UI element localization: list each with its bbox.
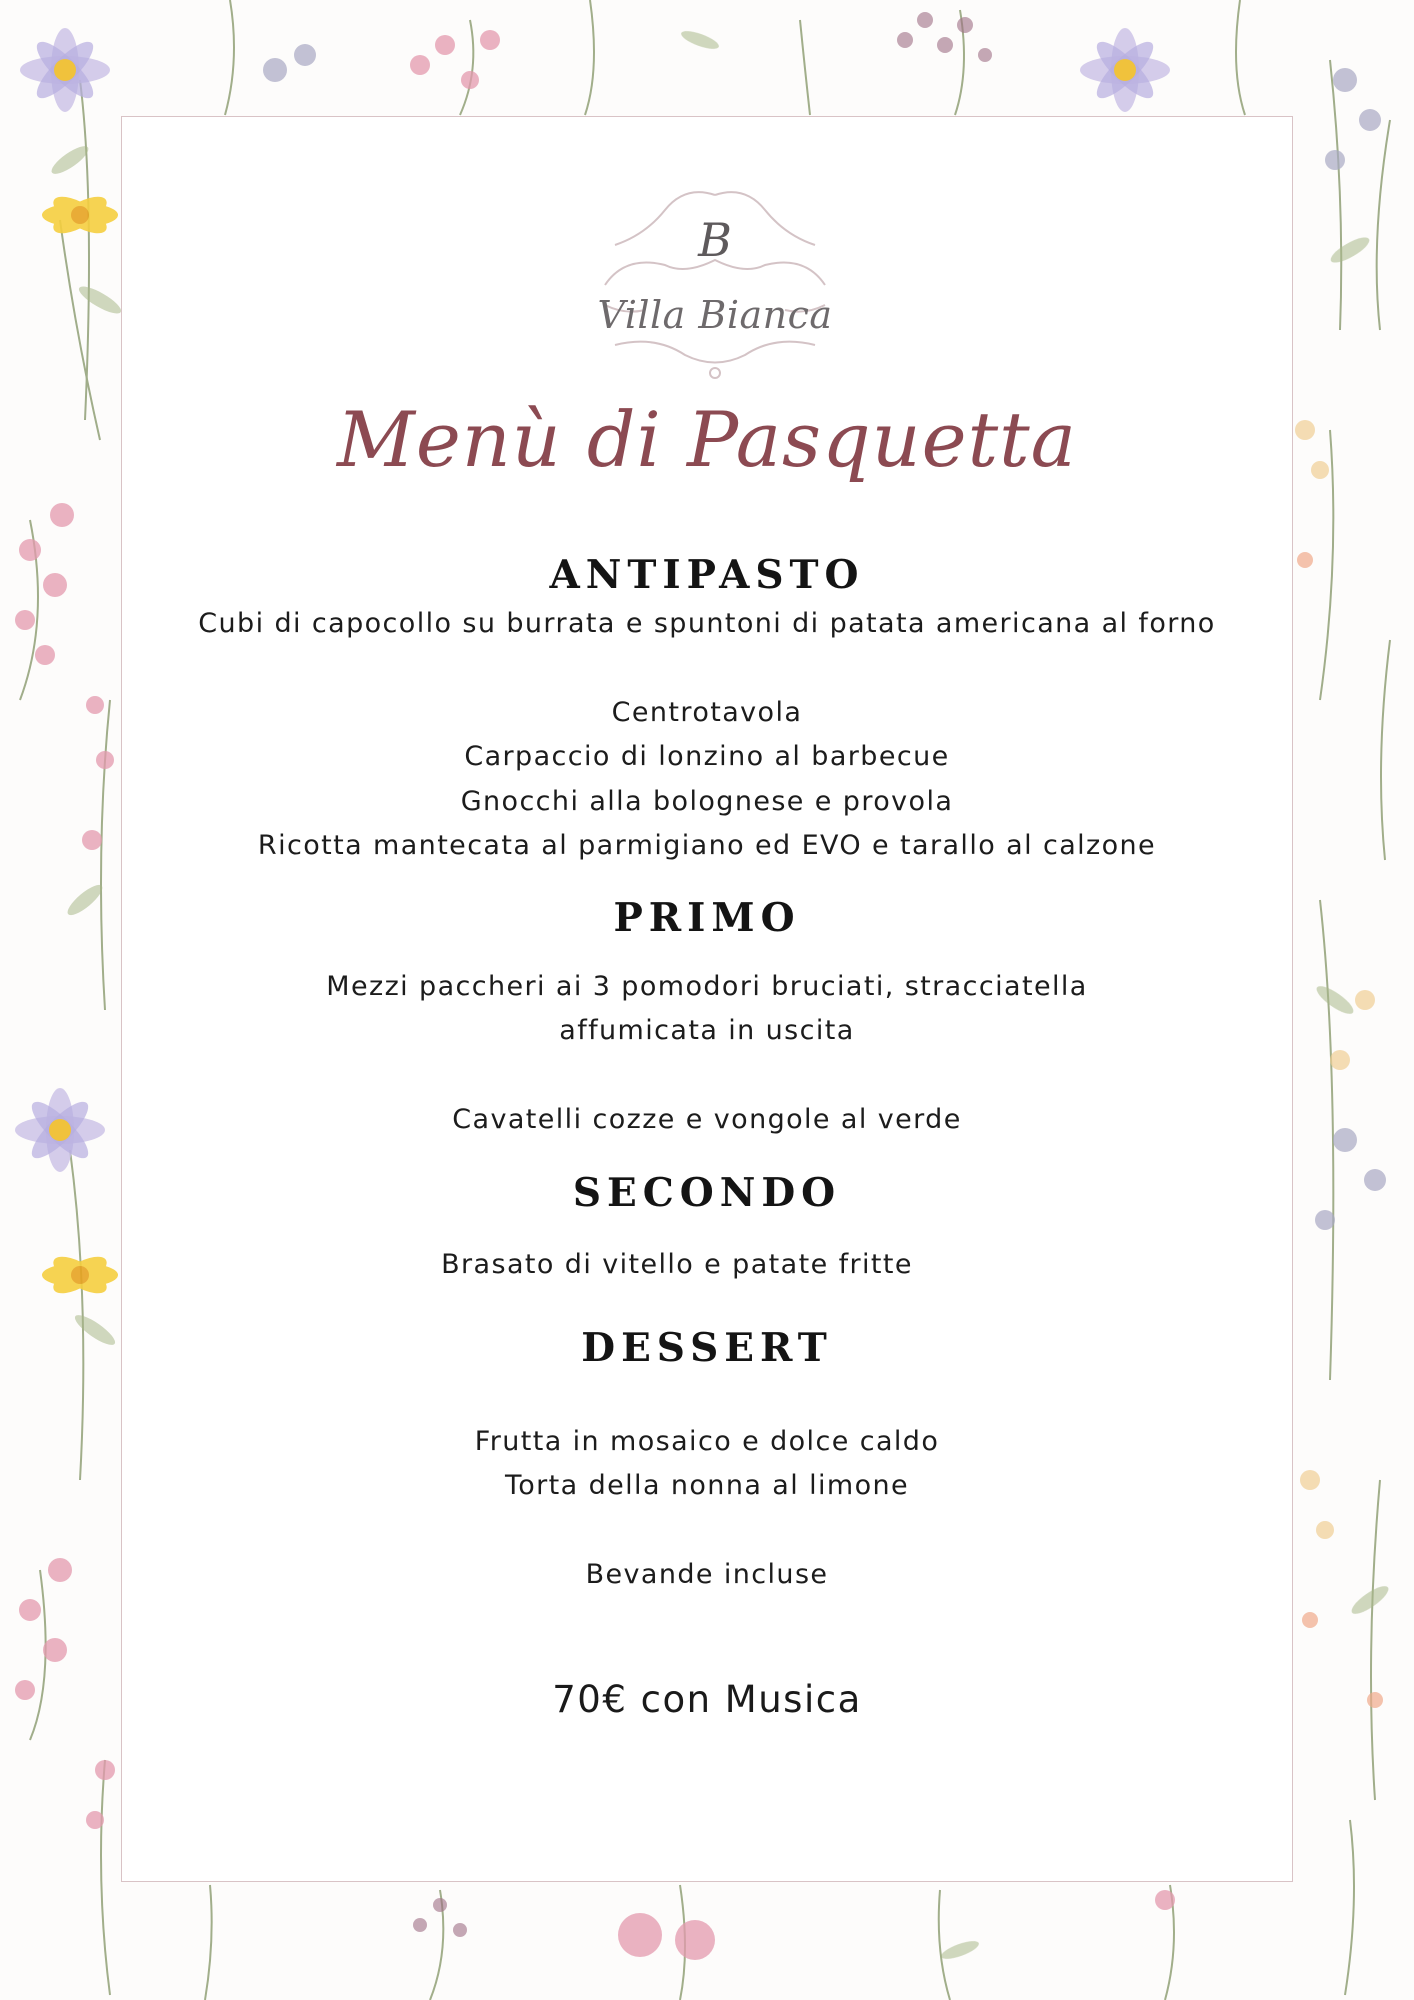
antipasto-heading: ANTIPASTO (549, 552, 865, 598)
primo-heading: PRIMO (613, 895, 801, 941)
antipasto-item: Carpaccio di lonzino al barbecue (464, 741, 950, 772)
secondo-heading: SECONDO (572, 1170, 842, 1216)
primo-item: affumicata in uscita (559, 1015, 855, 1046)
antipasto-item: Ricotta mantecata al parmigiano ed EVO e tarallo al calzone (257, 830, 1157, 861)
logo-monogram: B (698, 213, 732, 267)
antipasto-subheading: Centrotavola (611, 697, 803, 728)
drinks-note: Bevande incluse (585, 1559, 829, 1590)
price-label: 70€ con Musica (552, 1678, 862, 1721)
logo-name: Villa Bianca (597, 293, 833, 337)
primo-item: Cavatelli cozze e vongole al verde (452, 1104, 962, 1135)
dessert-heading: DESSERT (581, 1325, 833, 1371)
antipasto-intro: Cubi di capocollo su burrata e spuntoni di patata americana al forno (198, 608, 1216, 639)
menu-title: Menù di Pasquetta (337, 395, 1077, 484)
secondo-item: Brasato di vitello e patate fritte (441, 1249, 913, 1280)
antipasto-item: Gnocchi alla bolognese e provola (460, 786, 954, 817)
villa-bianca-logo (585, 185, 845, 385)
primo-item: Mezzi paccheri ai 3 pomodori bruciati, stracciatella (326, 971, 1088, 1002)
dessert-item: Torta della nonna al limone (504, 1470, 910, 1501)
dessert-item: Frutta in mosaico e dolce caldo (474, 1426, 940, 1457)
